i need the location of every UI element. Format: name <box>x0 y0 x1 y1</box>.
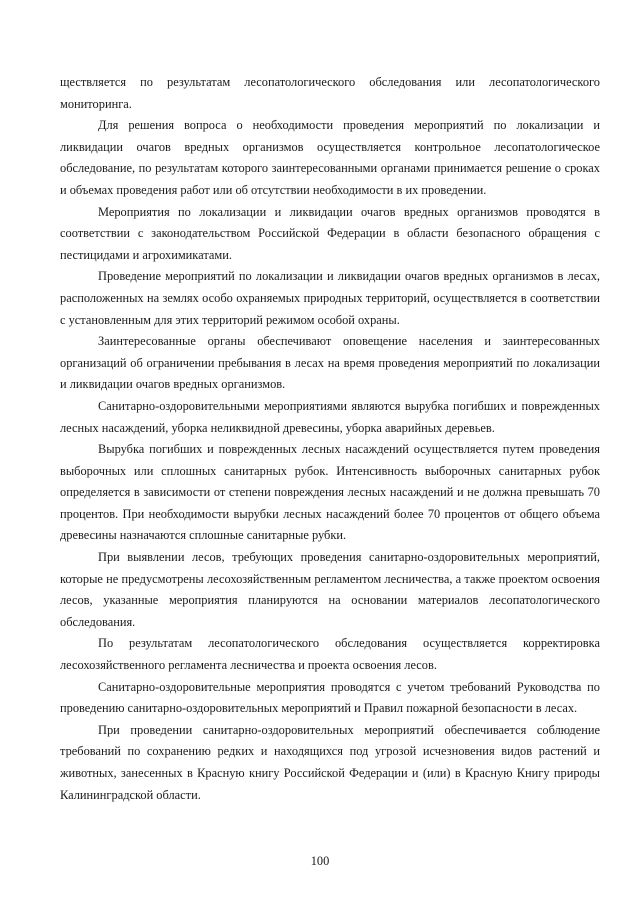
paragraph: Проведение мероприятий по локализации и ликвидации очагов вредных организмов в лесах, расположенных на землях особо охраняемых природных территорий, осуществляется в соответствии с установленным для этих территорий режимом особой охраны. <box>60 269 600 327</box>
paragraph: Вырубка погибших и поврежденных лесных насаждений осуществляется путем проведения выборочных или сплошных санитарных рубок. Интенсивность выборочных санитарных рубок определяется в зависимости от степени повреждения лесных насаждений и не должна превышать 70 процентов. При необходимости вырубки лесных насаждений более 70 процентов от общего объема древесины назначаются сплошные санитарные рубки. <box>60 442 600 543</box>
paragraph: Санитарно-оздоровительные мероприятия проводятся с учетом требований Руководства по проведению санитарно-оздоровительных мероприятий и Правил пожарной безопасности в лесах. <box>60 679 600 716</box>
paragraph: Мероприятия по локализации и ликвидации очагов вредных организмов проводятся в соответствии с законодательством Российской Федерации в области безопасного обращения с пестицидами и агрохимикатами. <box>60 204 600 262</box>
page-number: 100 <box>310 854 330 868</box>
paragraph: При выявлении лесов, требующих проведения санитарно-оздоровительных мероприятий, которые не предусмотрены лесохозяйственным регламентом лесничества, а также проектом освоения лесов, указанные мероприятия планируются на основании материалов лесопатологического обследования. <box>60 550 600 629</box>
paragraph: При проведении санитарно-оздоровительных мероприятий обеспечивается соблюдение требований по сохранению редких и находящихся под угрозой исчезновения видов растений и животных, занесенных в Красную книгу Российской Федерации и (или) в Красную Книгу природы Калининградской области. <box>60 722 600 802</box>
paragraph: Заинтересованные органы обеспечивают оповещение населения и заинтересованных организаций об ограничении пребывания в лесах на время проведения мероприятий по локализации и ликвидации очагов вредных организмов. <box>60 334 600 392</box>
paragraph: Санитарно-оздоровительными мероприятиями являются вырубка погибших и поврежденных лесных насаждений, уборка неликвидной древесины, уборка аварийных деревьев. <box>60 398 600 435</box>
paragraph-continuation: ществляется по результатам лесопатологического обследования или лесопатологического мониторинга. <box>60 75 600 111</box>
paragraph: Для решения вопроса о необходимости проведения мероприятий по локализации и ликвидации очагов вредных организмов осуществляется контрольное лесопатологическое обследование, по результатам которого заинтересованными органами принимается решение о сроках и объемах проведения работ или об отсутствии необходимости в их проведении. <box>60 118 600 197</box>
document-body <box>60 72 600 806</box>
paragraph: По результатам лесопатологического обследования осуществляется корректировка лесохозяйственного регламента лесничества и проекта освоения лесов. <box>60 636 600 673</box>
